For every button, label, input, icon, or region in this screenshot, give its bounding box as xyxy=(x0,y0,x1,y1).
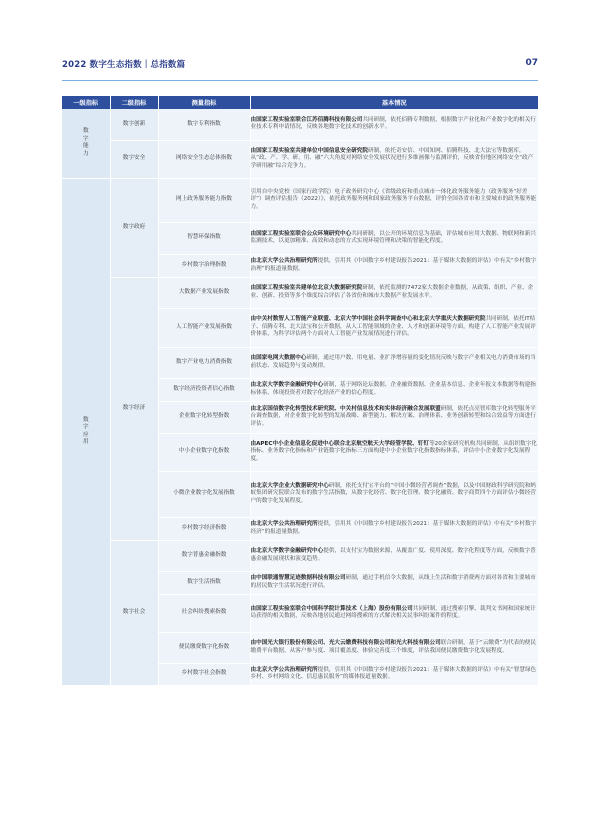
level1-cell xyxy=(62,109,110,178)
metric-cell: 网上政务服务能力指数 xyxy=(158,178,250,222)
metric-cell: 智慧环保指数 xyxy=(158,222,250,254)
description-text: 共同研制，以公开的环境信息为基础，评估城市应用大数据、物联网和新兴监测技术，以更加精准、高效和动态的方式实现环境管理和决策的智能化程度。 xyxy=(250,230,536,244)
level2-cell: 数字创新 xyxy=(110,109,158,140)
organization-name: 由中国联通智慧足迹数据科技有限公司 xyxy=(250,575,346,582)
column-header: 测量指标 xyxy=(158,96,250,109)
description-text: 研制，依托监测的7472家大数据企业数据，从政策、组织、产业、企业、创新、投资等多个维度综合评估了各省份和城市大数据产业发展水平。 xyxy=(250,285,534,299)
description-cell xyxy=(250,109,538,140)
description-text: 提供，以支付宝为数据来源，从覆盖广度、使用深度、数字化程度等方面，反映数字普惠金融发展现状和演变趋势。 xyxy=(250,548,536,562)
table-header-row xyxy=(62,96,538,109)
description-cell xyxy=(250,222,538,254)
description-cell xyxy=(250,471,538,517)
metric-cell: 乡村数字治理指数 xyxy=(158,254,250,277)
table-row xyxy=(62,109,538,140)
description-cell xyxy=(250,540,538,571)
level2-cell: 数字经济 xyxy=(110,277,158,540)
level1-label: 数字能力 xyxy=(82,128,89,157)
metric-cell: 数字普惠金融指数 xyxy=(158,540,250,571)
table-row xyxy=(62,277,538,308)
description-cell xyxy=(250,347,538,378)
description-cell xyxy=(250,632,538,663)
description-cell xyxy=(250,308,538,347)
metric-cell: 乡村数字经济指数 xyxy=(158,517,250,540)
organization-name: 由北京大学数字金融研究中心 xyxy=(250,382,324,389)
metric-cell: 小微企业数字化发展指数 xyxy=(158,471,250,517)
organization-name: 由北京国信数字化转型技术研究院、中关村信息技术和实体经济融合发展联盟 xyxy=(250,405,441,412)
indicator-table xyxy=(62,96,539,686)
organization-name: 由国家工程实验室联合江苏佰腾科技有限公司 xyxy=(250,116,363,123)
organization-name: 由中关村数智人工智能产业联盟、北京大学中国社会科学调查中心和北京大学重庆大数据研究院 xyxy=(250,316,486,323)
organization-name: 由国家工程实验室联合中国科学院计算技术（上海）股份有限公司 xyxy=(250,605,413,612)
description-cell xyxy=(250,517,538,540)
organization-name: 由北京大学公共治理研究所 xyxy=(250,666,318,673)
organization-name: 由中国光大银行股份有限公司、光大云缴费科技有限公司和光大科技有限公司 xyxy=(250,640,441,647)
description-text: 共同研制，通过搜索引擎、裁判文书网和国家统计局获得的相关数据，反映各地居民通过网络搜索的方式解决相关民事纠纷案件的程度。 xyxy=(250,605,536,619)
description-text: 研制，依托点亮智库数字化转型服务平台调查数据，对企业数字化转型的发展战略、新型能力、解决方案、治理体系、业务创新转型和综合效益等方面进行评估。 xyxy=(250,405,536,427)
organization-name: 由国家工程实验室共建单位北京大数据研究院 xyxy=(250,285,363,292)
metric-cell: 中小企业数字化指数 xyxy=(158,433,250,471)
description-text: 共同研制，依托IT桔子、佰腾专利、北大法宝和公开数据，从人工智能领域的企业、人才和创新环境等方面，构建了人工智能产业发展评价体系，为科学评估两个方面对人工智能产业发展情况进行评估。 xyxy=(250,316,536,338)
report-title: 2022 数字生态指数｜总指数篇 xyxy=(62,60,186,70)
metric-cell: 数字产业电力消费指数 xyxy=(158,347,250,378)
table-row xyxy=(62,140,538,178)
description-text: 等20余家研究机构共同研制，从组织数字化指标、业务数字化指标和产业链数字化指标三方面构建中小企业数字化指数指标体系，评估中小企业数字化发展程度。 xyxy=(250,440,537,462)
metric-cell: 便民缴费数字化指数 xyxy=(158,632,250,663)
metric-cell: 人工智能产业发展指数 xyxy=(158,308,250,347)
description-text: 研制，依托支付宝平台的“中国小微经营者调查”数据，以及中国财政科学研究院和蚂蚁集团研究院联合发布的数字生活指数，从数字化经营、数字化管理、数字化融资、数字商贸四个方面评估小微经营户的数字化发展程度。 xyxy=(250,482,537,504)
header-divider xyxy=(62,80,538,81)
metric-cell: 乡村数字社会指数 xyxy=(158,663,250,685)
organization-name: 由北京大学公共治理研究所 xyxy=(250,258,318,265)
metric-cell: 社会纠纷搜索指数 xyxy=(158,594,250,632)
column-header: 一级指标 xyxy=(62,96,110,109)
organization-name: 由北京大学公共治理研究所 xyxy=(250,521,318,528)
organization-name: 由国家电网大数据中心 xyxy=(250,355,307,362)
organization-name: 由国家工程实验室共建单位中国信息安全研究院 xyxy=(250,147,368,154)
metric-cell: 数字经济投资者信心指数 xyxy=(158,378,250,401)
level2-cell: 数字安全 xyxy=(110,140,158,178)
description-text: 提供，引用其《中国数字乡村建设报告2021：基于媒体大数据的评估》中有关“乡村数字经济”的报道量数据。 xyxy=(250,521,537,535)
level1-label: 数字应用 xyxy=(82,416,89,445)
description-cell xyxy=(250,663,538,685)
description-cell xyxy=(250,571,538,594)
description-text: 研制，通过手机信令大数据，从线上生活和数字消费两方面对各省和主要城市的居民数字生活状况进行评估。 xyxy=(250,575,536,589)
description-cell xyxy=(250,433,538,471)
description-text: 研制，通过用户数、用电量、业扩净增容量的变化情况反映与数字产业相关电力消费市场的当前状态、发展趋势与变动规律。 xyxy=(250,355,536,369)
description-text: 提供，引用其《中国数字乡村建设报告2021：基于媒体大数据的评估》中有关“乡村数字治理”的报道量数据。 xyxy=(250,258,537,272)
organization-name: 由北京大学企业大数据研究中心 xyxy=(250,482,329,489)
description-text: 共同研制，依托佰腾专利数据，根据数字产业化和产业数字化的相关行业技术专利申请情况，反映各地数字化技术的创新水平。 xyxy=(250,116,536,131)
description-cell xyxy=(250,178,538,222)
organization-name: 由APEC中小企业信息化促进中心联合北京航空航天大学经管学院、钉钉 xyxy=(250,440,430,447)
table-body xyxy=(62,109,538,685)
column-header: 二级指标 xyxy=(110,96,158,109)
description-text: 引用自中央党校（国家行政学院）电子政务研究中心《省级政府和重点城市一体化政务服务能力（政务服务“好差评”）调查评估报告（2022）》，依托政务服务网和国家政务服务平台数据，评价全国各省市和主要城市的政务服务能力。 xyxy=(250,188,537,210)
table-row xyxy=(62,540,538,571)
table-row xyxy=(62,178,538,222)
metric-cell: 网络安全生态总体指数 xyxy=(158,140,250,178)
description-text: 联合研制，基于“云缴费”为代表的便民缴费平台数据，从客户参与度、项目覆盖度、体验完善度三个维度，评估我国便民缴费数字化发展程度。 xyxy=(250,640,536,654)
metric-cell: 企业数字化转型指数 xyxy=(158,401,250,433)
description-cell xyxy=(250,254,538,277)
page-number: 07 xyxy=(525,58,538,68)
organization-name: 由北京大学数字金融研究中心 xyxy=(250,548,324,555)
level2-cell: 数字社会 xyxy=(110,540,158,685)
description-cell xyxy=(250,401,538,433)
metric-cell: 数字专利指数 xyxy=(158,109,250,140)
level2-cell: 数字政府 xyxy=(110,178,158,277)
description-cell xyxy=(250,140,538,178)
description-cell xyxy=(250,277,538,308)
description-cell xyxy=(250,378,538,401)
description-text: 研制，依托奇安信、中国知网、佰腾科技、北大法宝等数据库，从“政、产、学、研、用、融”六大角度对网络安全发展状况进行多维画像与监测评价，反映省份地区网络安全“政产学研用融”综合竞争力。 xyxy=(250,147,534,169)
level1-cell xyxy=(62,178,110,685)
description-cell xyxy=(250,594,538,632)
organization-name: 由国家工程实验室联合公众环境研究中心 xyxy=(250,230,352,237)
metric-cell: 数字生活指数 xyxy=(158,571,250,594)
description-text: 研制，基于网络论坛数据、企业融资数据、企业基本信息、企业年报文本数据等构建指标体系，体现投资者对数字化经济产业的信心程度。 xyxy=(250,382,536,396)
metric-cell: 大数据产业发展指数 xyxy=(158,277,250,308)
description-text: 提供，引用其《中国数字乡村建设报告2021：基于媒体大数据的评估》中有关“智慧绿色乡村、乡村网络文化、信息惠民服务”的媒体报道量数据。 xyxy=(250,666,537,680)
column-header: 基本情况 xyxy=(250,96,538,109)
page-header xyxy=(62,58,538,74)
